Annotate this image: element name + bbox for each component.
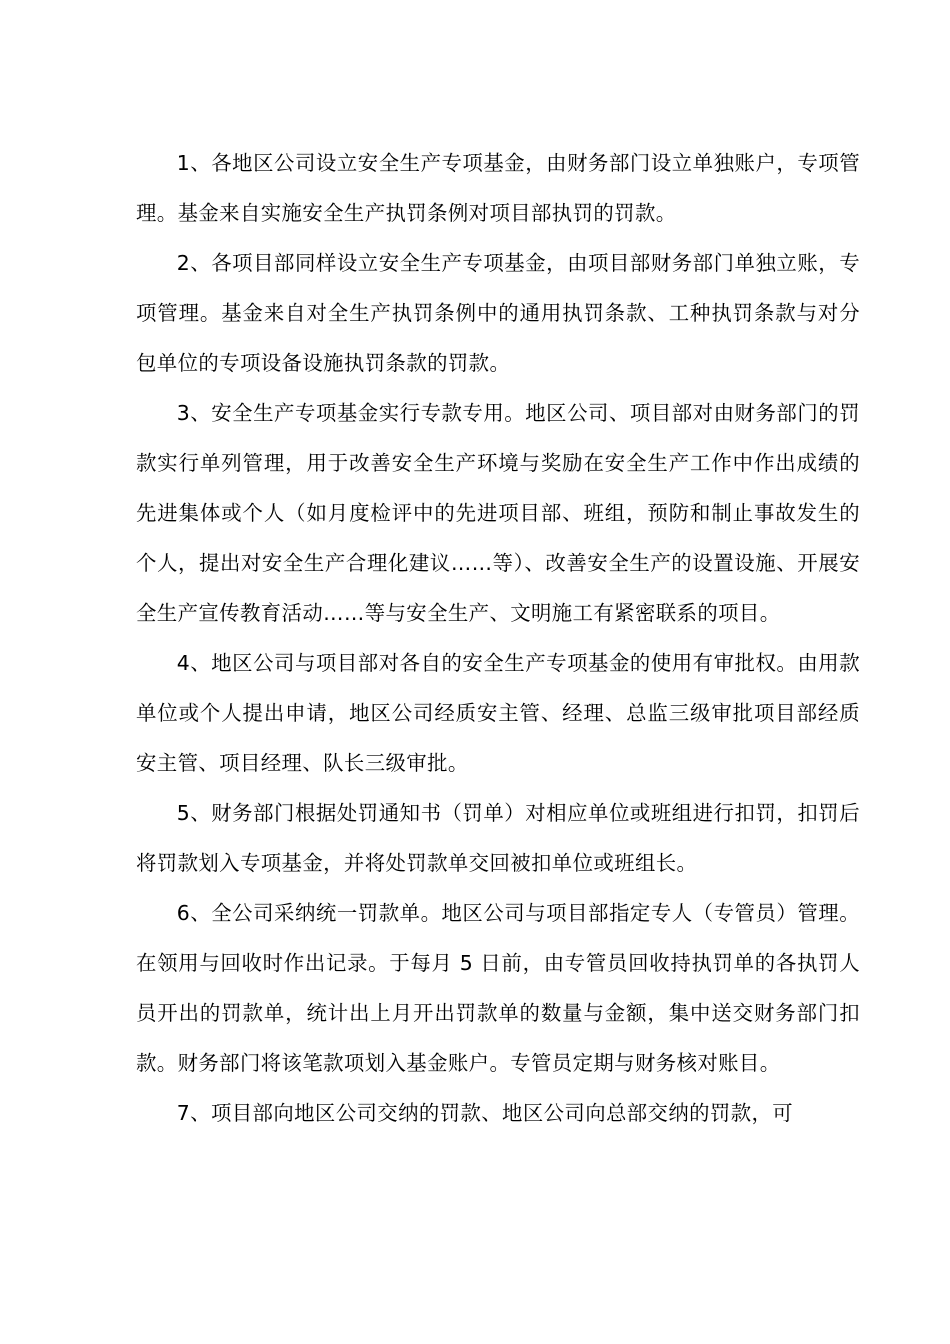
- paragraph-6: 6、全公司采纳统一罚款单。地区公司与项目部指定专人（专管员）管理。在领用与回收时作出记录。于每月 5 日前，由专管员回收持执罚单的各执罚人员开出的罚款单，统计出上月开出罚款单的数量与金额，集中送交财务部门扣款。财务部门将该笔款项划入基金账户。专管员定期与财务核对账目。: [136, 901, 860, 1075]
- paragraph-2: 2、各项目部同样设立安全生产专项基金，由项目部财务部门单独立账，专项管理。基金来自对全生产执罚条例中的通用执罚条款、工种执罚条款与对分包单位的专项设备设施执罚条款的罚款。: [136, 251, 860, 375]
- paragraph-7: 7、项目部向地区公司交纳的罚款、地区公司向总部交纳的罚款，可: [176, 1101, 794, 1125]
- paragraph-1: 1、各地区公司设立安全生产专项基金，由财务部门设立单独账户，专项管理。基金来自实施安全生产执罚条例对项目部执罚的罚款。: [136, 151, 860, 225]
- paragraph-5: 5、财务部门根据处罚通知书（罚单）对相应单位或班组进行扣罚，扣罚后将罚款划入专项基金，并将处罚款单交回被扣单位或班组长。: [136, 801, 860, 875]
- document-page: [136, 138, 860, 1138]
- paragraph-4: 4、地区公司与项目部对各自的安全生产专项基金的使用有审批权。由用款单位或个人提出申请，地区公司经质安主管、经理、总监三级审批项目部经质安主管、项目经理、队长三级审批。: [136, 651, 860, 775]
- paragraph-3: 3、安全生产专项基金实行专款专用。地区公司、项目部对由财务部门的罚款实行单列管理，用于改善安全生产环境与奖励在安全生产工作中作出成绩的先进集体或个人（如月度检评中的先进项目部、班组，预防和制止事故发生的个人，提出对安全生产合理化建议……等）、改善安全生产的设置设施、开展安全生产宣传教育活动……等与安全生产、文明施工有紧密联系的项目。: [136, 401, 860, 625]
